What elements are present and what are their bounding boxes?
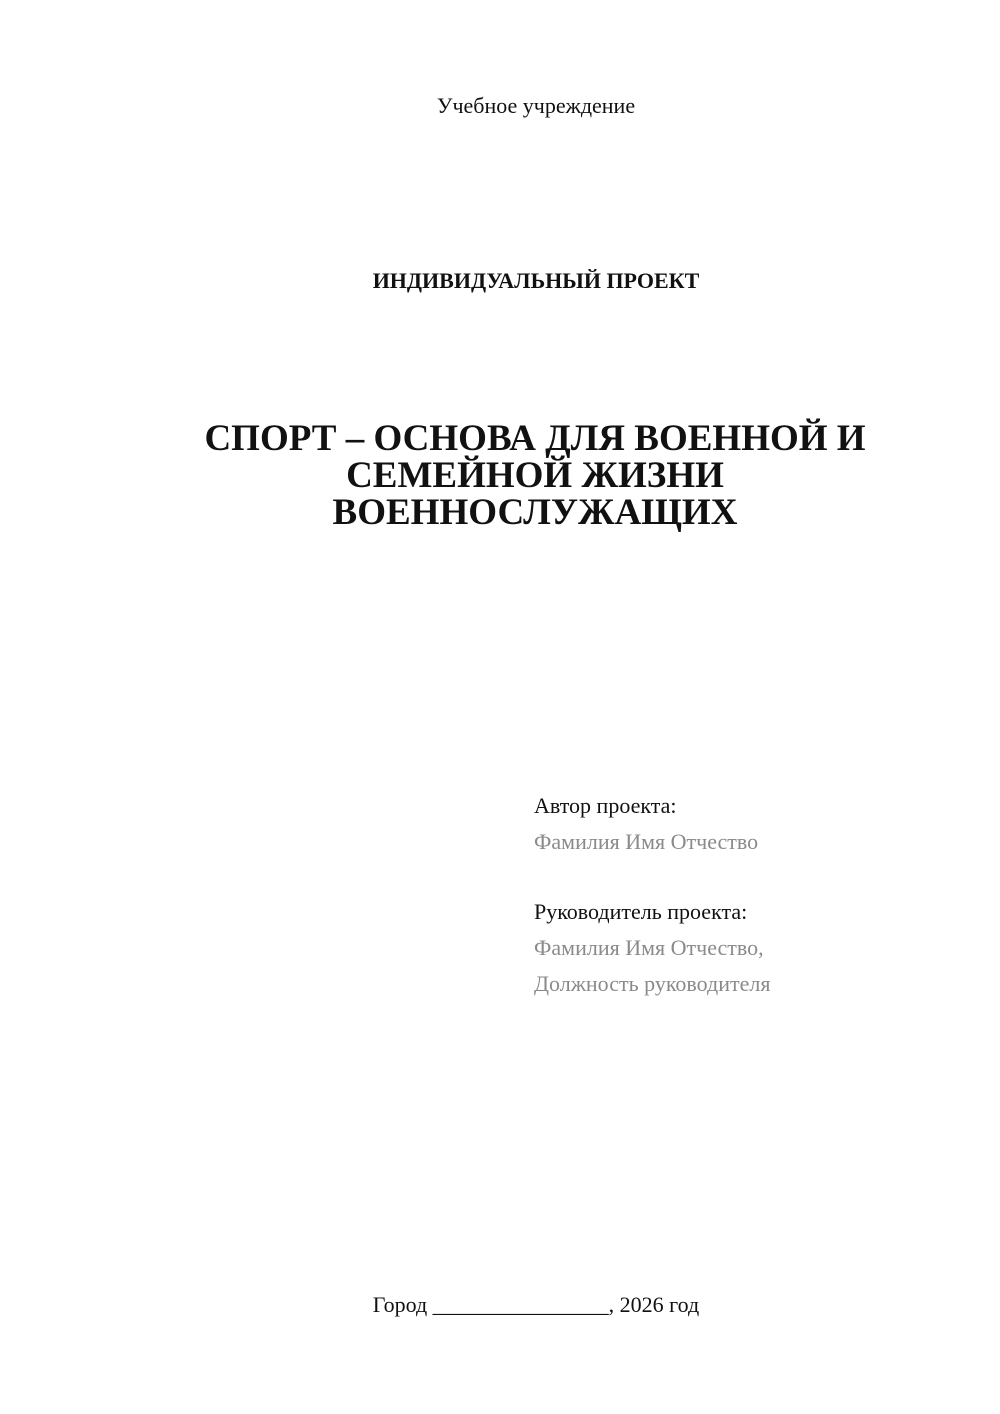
project-type-heading: ИНДИВИДУАЛЬНЫЙ ПРОЕКТ [372,268,700,293]
city-year-line: Город ________________, 2026 год [372,1292,700,1317]
supervisor-position: Должность руководителя [534,971,771,996]
supervisor-label: Руководитель проекта: [534,899,748,924]
project-title-line: СЕМЕЙНОЙ ЖИЗНИ [346,455,724,496]
project-title-line: ВОЕННОСЛУЖАЩИХ [332,492,738,533]
author-name: Фамилия Имя Отчество [534,829,759,854]
project-info-block [534,788,974,1002]
institution-name: Учебное учреждение [436,93,636,118]
project-title [190,420,880,531]
author-label: Автор проекта: [534,793,677,818]
project-title-line: СПОРТ – ОСНОВА ДЛЯ ВОЕННОЙ И [204,418,866,459]
info-spacer [534,860,974,894]
supervisor-name: Фамилия Имя Отчество, [534,935,764,960]
